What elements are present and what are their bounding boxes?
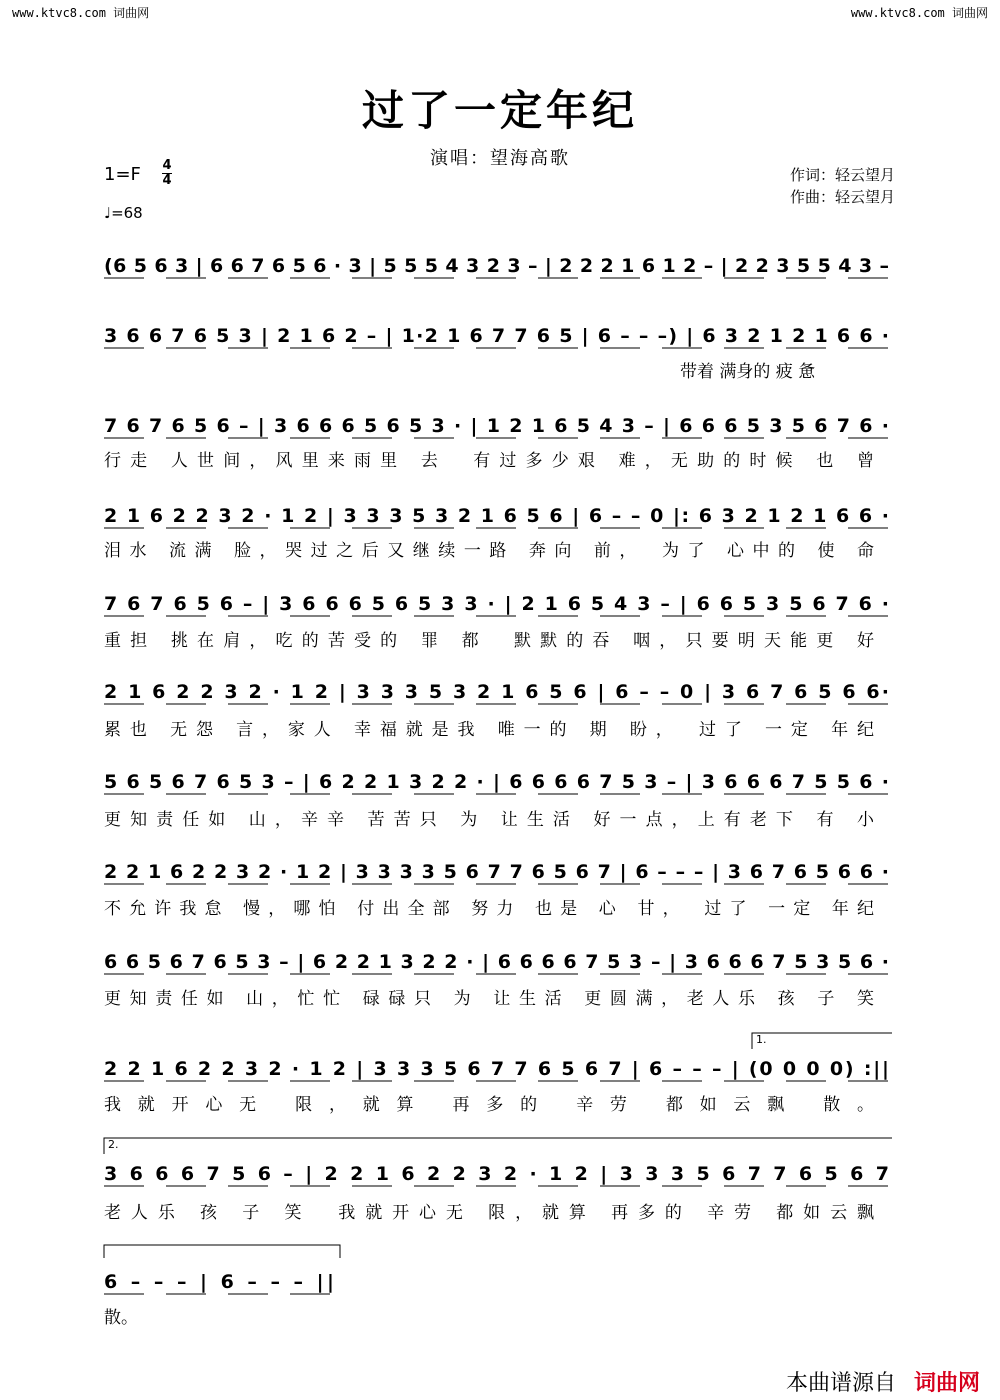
volta-bracket <box>104 1138 892 1154</box>
tempo-marking: ♩=68 <box>104 204 143 222</box>
numbered-notes: 2 1 6 2 2 3 2 · 1 2 | 3 3 3 5 3 2 1 6 5 6 | 6 – – 0 | 3 6 7 6 5 6 6· <box>104 681 889 703</box>
footer-source: 本曲谱源自 <box>785 1371 896 1396</box>
lyricist: 作词：轻云望月 <box>789 166 895 184</box>
watermark-left: www.ktvc8.com 词曲网 <box>12 6 150 20</box>
volta-label: 1. <box>756 1033 767 1046</box>
footer-site-link[interactable]: 词曲网 <box>913 1371 980 1396</box>
lyric-line: 我就开心无 限，就算 再多的 辛劳 都如云飘 散。 <box>104 1095 875 1115</box>
lyric-line: 带着 满身的 疲 惫 <box>680 362 816 382</box>
lyric-line: 累也 无怨 言，家人 幸福就是我 唯一的 期 盼， 过了 一定 年纪 <box>104 720 874 740</box>
numbered-notes: 2 2 1 6 2 2 3 2 · 1 2 | 3 3 3 3 5 6 7 7 6 5 6 7 | 6 – – – | 3 6 7 6 5 6 6 · <box>104 861 889 883</box>
numbered-notes: 3 6 6 6 7 5 6 – | 2 2 1 6 2 2 3 2 · 1 2 | 3 3 3 5 6 7 7 6 5 6 7 <box>104 1163 889 1185</box>
score-line-5 <box>104 593 889 651</box>
numbered-notes: 7 6 7 6 5 6 – | 3 6 6 6 5 6 5 3 3 · | 2 1 6 5 4 3 – | 6 6 5 3 5 6 7 6 · <box>104 593 889 615</box>
score-line-3 <box>104 415 889 471</box>
singer-line: 演唱：望海高歌 <box>430 148 570 169</box>
song-title: 过了一定年纪 <box>361 86 638 135</box>
score-line-1 <box>104 255 889 278</box>
key-signature: 1=F <box>104 164 141 185</box>
score-line-4 <box>104 505 889 561</box>
numbered-notes: (6 5 6 3 | 6 6 7 6 5 6 · 3 | 5 5 5 4 3 2 3 – | 2 2 2 1 6 1 2 – | 2 2 3 5 5 4 3 – <box>104 255 889 277</box>
numbered-notes: 7 6 7 6 5 6 – | 3 6 6 6 5 6 5 3 · | 1 2 1 6 5 4 3 – | 6 6 6 5 3 5 6 7 6 · <box>104 415 889 437</box>
footer <box>786 1366 980 1397</box>
volta-label: 2. <box>108 1138 119 1151</box>
score-line-2 <box>104 325 889 382</box>
score-line-10 <box>104 1033 892 1115</box>
score-line-7 <box>104 771 889 830</box>
lyric-line: 散。 <box>104 1308 138 1328</box>
numbered-notes: 5 6 5 6 7 6 5 3 – | 6 2 2 1 3 2 2 · | 6 6 6 6 7 5 3 – | 3 6 6 6 7 5 5 6 · <box>104 771 889 793</box>
numbered-notes: 3 6 6 7 6 5 3 | 2 1 6 2 – | 1·2 1 6 7 7 6 5 | 6 – – –) | 6 3 2 1 2 1 6 6 · <box>104 325 889 347</box>
numbered-notes: 2 2 1 6 2 2 3 2 · 1 2 | 3 3 3 5 6 7 7 6 5 6 7 | 6 – – – | (0 0 0 0) :|| <box>104 1058 889 1080</box>
numbered-notes: 6 6 5 6 7 6 5 3 – | 6 2 2 1 3 2 2 · | 6 6 6 6 7 5 3 – | 3 6 6 6 7 5 3 5 6 · <box>104 951 890 973</box>
lyric-line: 更知责任如 山，忙忙 碌碌只 为 让生活 更圆满，老人乐 孩 子 笑 <box>104 989 874 1009</box>
lyric-line: 泪水 流满 脸，哭过之后又继续一路 奔向 前， 为了 心中的 使 命 <box>104 541 874 561</box>
lyric-line: 不允许我怠 慢，哪怕 付出全部 努力 也是 心 甘， 过了 一定 年纪 <box>104 899 874 919</box>
composer: 作曲：轻云望月 <box>789 188 895 206</box>
watermark-right: www.ktvc8.com 词曲网 <box>850 6 988 20</box>
score-line-12 <box>104 1271 334 1328</box>
time-bottom: 4 <box>162 173 172 188</box>
lyric-line: 老人乐 孩 子 笑 我就开心无 限，就算 再多的 辛劳 都如云飘 <box>104 1203 874 1223</box>
volta-bracket <box>752 1033 892 1049</box>
score-line-11 <box>104 1138 892 1223</box>
score-line-8 <box>104 861 889 919</box>
lyric-line: 行走 人世间，风里来雨里 去 有过多少艰 难，无助的时候 也 曾 <box>104 451 874 471</box>
numbered-notes: 6 – – – | 6 – – – || <box>104 1271 334 1293</box>
score-line-6 <box>104 681 889 740</box>
lyric-line: 重担 挑在肩，吃的苦受的 罪 都 默默的吞 咽，只要明天能更 好 <box>104 631 874 651</box>
ending-bracket <box>104 1245 340 1258</box>
score-line-9 <box>104 951 889 1009</box>
numbered-notes: 2 1 6 2 2 3 2 · 1 2 | 3 3 3 5 3 2 1 6 5 6 | 6 – – 0 |: 6 3 2 1 2 1 6 6 · <box>104 505 890 527</box>
time-top: 4 <box>162 158 172 173</box>
lyric-line: 更知责任如 山，辛辛 苦苦只 为 让生活 好一点，上有老下 有 小 <box>104 810 874 830</box>
